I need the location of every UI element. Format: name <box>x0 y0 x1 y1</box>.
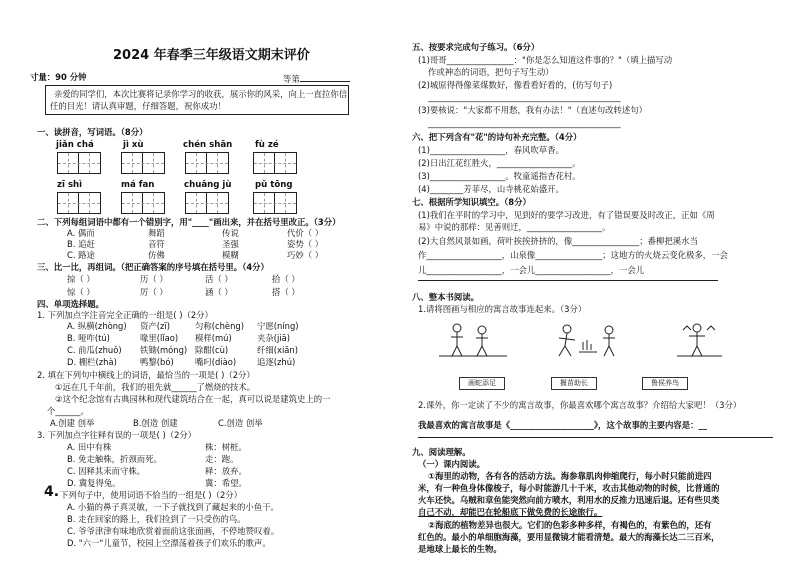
story-label-3[interactable]: 鲁侯养鸟 <box>642 377 688 390</box>
q2-row-c-3: 模糊 <box>222 250 239 260</box>
pinyin-4: fù zé <box>255 140 279 150</box>
writing-box-6[interactable] <box>121 192 165 214</box>
q9-p2-line-3: 是地球上最长的生物。 <box>418 544 502 554</box>
fable-illustrations <box>437 320 737 362</box>
q4-s3-d: D. 冀复得兔。 <box>67 478 121 488</box>
pinyin-2: jì xù <box>123 140 144 150</box>
q2-row-c-1: C. 路途 <box>67 250 95 260</box>
q4-s1-a3: 匀称(chèng) <box>195 321 244 331</box>
writing-box-8[interactable] <box>253 192 297 214</box>
q3-row-1-1: 掠（ ） <box>67 274 95 284</box>
q2-row-b-4: 姿势（ ） <box>287 239 324 249</box>
q4-s2-opt-a: A.创建 创举 <box>50 418 95 428</box>
q4-s4-number: 4. <box>44 484 60 500</box>
exam-time: 寸量：90 分钟 <box>30 72 87 82</box>
figure-scene-1 <box>439 324 507 356</box>
q7-heading: 七、根据所学知识填空。（8分） <box>412 197 531 207</box>
q4-s1-d1: D. 棚栏(zhà) <box>67 357 117 367</box>
q5-item-1: (1)哥哥________________："你是怎么知道这件事的？"（填上描写动 <box>418 55 673 65</box>
q4-s3-a: A. 田中有株 <box>67 442 112 452</box>
writing-box-7[interactable] <box>185 192 229 214</box>
pinyin-6: má fan <box>121 180 155 190</box>
q4-s1-b1: B. 哑咋(tú) <box>67 333 110 343</box>
q4-s1-d3: 嘴叼(diào) <box>195 357 237 367</box>
q9-sub-heading: （一）课内阅读。 <box>418 459 485 469</box>
writing-box-3[interactable] <box>185 152 229 174</box>
q4-s1-c3: 除酣(cù) <box>195 345 229 355</box>
pinyin-3: chén shān <box>183 140 233 150</box>
q5-item-1-note: 作或神态的词语，把句子写生动） <box>428 67 554 77</box>
q4-s1-b3: 模样(mú) <box>195 333 232 343</box>
q2-heading: 二、下列每组词语中都有一个错别字，用"____"画出来，并在括号里改正。（3分） <box>37 217 341 227</box>
q2-row-a-2: 舞蹈 <box>148 228 165 238</box>
q4-s1-d4: 追逐(zhú) <box>257 357 296 367</box>
q4-s3-d-note: 冀：希望。 <box>205 478 247 488</box>
q4-s2-opt-c: C.创造 创举 <box>218 418 263 428</box>
q1-heading: 一、读拼音，写词语。（8分） <box>37 127 148 137</box>
q2-row-a-3: 传说 <box>222 228 239 238</box>
q8-s2-stem: 2.课外，你一定读了不少的寓言故事，你最喜欢哪个寓言故事？介绍给大家吧！（3分） <box>418 400 742 410</box>
q8-s1-stem: 1.请将图画与相应的寓言故事连起来。（3分） <box>418 304 587 314</box>
q4-heading: 四、单项选择题。 <box>37 299 104 309</box>
writing-box-5[interactable] <box>57 192 101 214</box>
q4-s3-c-note: 释：放弃。 <box>205 466 247 476</box>
q4-s1-stem: 1. 下列加点字注音完全正确的一组是( )（2分） <box>37 310 213 320</box>
q5-item-2-answer[interactable]: ______________________________________________ <box>428 92 621 102</box>
writing-box-2[interactable] <box>121 152 165 174</box>
q4-s4-b: B. 走在回家的路上，我们捡到了一只受伤的鸟。 <box>67 514 246 524</box>
q4-s3-c: C. 因释其耒而守株。 <box>67 466 146 476</box>
q3-row-2-1: 惊（ ） <box>67 287 95 297</box>
q7-item-2c[interactable]: 儿__________________，一会儿__________________，一会儿 <box>418 265 645 275</box>
q4-s4-stem: 下列句子中，使用词语不恰当的一组是( )（2分） <box>60 490 243 500</box>
q4-s2-sentence-1: ①远在几千年前，我们的祖先就______了燃烧的技术。 <box>55 382 256 392</box>
q4-s4-d: D. "六一"儿童节，校园上空漂荡着孩子们欢乐的歌声。 <box>67 538 271 548</box>
q7-item-2a[interactable]: (2)大自然风景如画，荷叶挨挨挤挤的，像________________；番柳把溪水当 <box>418 236 698 246</box>
writing-box-1[interactable] <box>57 152 101 174</box>
q4-s1-b2: 喙里(lǐao) <box>140 333 179 343</box>
q4-s1-c4: 纤细(xiān) <box>257 345 299 355</box>
q9-p1-line-1: ①海里的动物，各有各的活动方法。海参靠肌肉伸缩爬行，每小时只能前进四 <box>428 471 712 481</box>
q3-row-1-3: 活（ ） <box>205 274 233 284</box>
q8-heading: 八、整本书阅读。 <box>412 292 479 302</box>
notice-line-1: 亲爱的同学们，本次比赛将记录你学习的收获，展示你的风采，向上一直拉你信 <box>54 89 348 99</box>
q8-s2-fill[interactable]: 我最喜欢的寓言故事是《____________________》，这个故事的主要内容是：__ <box>418 420 707 430</box>
q4-s4-c: C. 爷爷津津有味地欣赏着面前这张面画，不停地赞叹着。 <box>67 526 280 536</box>
q4-s4-a: A. 小猫的鼻子真灵敏，一下子就找到了藏起来的小鱼干。 <box>67 502 279 512</box>
q4-s1-c1: C. 前瓜(zhuǒ) <box>67 345 122 355</box>
q3-row-2-2: 厉（ ） <box>140 287 168 297</box>
story-label-1[interactable]: 画蛇添足 <box>459 377 505 390</box>
q9-p1-line-2: 米，有一种鱼身体像梭子，每小时能游几十千米，攻击其他动物的时候，比普通的 <box>418 483 720 493</box>
q4-s2-opt-b: B.创造 创建 <box>133 418 178 428</box>
pinyin-5: zī shì <box>57 180 83 190</box>
q4-s1-b4: 夹杂(jiā) <box>257 333 291 343</box>
notice-box <box>45 85 349 115</box>
q5-heading: 五、按要求完成句子练习。（6分） <box>412 42 540 52</box>
q5-item-3: (3)要核说："大家都不用愁，我有办法！"（直述句改转述句） <box>418 105 647 115</box>
q4-s1-a4: 宁愿(níng) <box>257 321 299 331</box>
q6-item-3[interactable]: (3)__________________。牧童遥指杏花村。 <box>418 171 581 181</box>
right-column <box>397 0 794 561</box>
q8-answer-line[interactable] <box>418 437 773 438</box>
q2-row-a-1: A. 偶而 <box>67 228 95 238</box>
q3-row-2-4: 搭（ ） <box>272 287 300 297</box>
q4-s1-a2: 资产(zī) <box>140 321 171 331</box>
q5-item-3-answer[interactable]: ______________________________________________ <box>428 118 621 128</box>
q4-s3-b: B. 免走触株，折颈而死。 <box>67 454 162 464</box>
q2-row-c-4: 巧妙（ ） <box>287 250 324 260</box>
q7-item-2b[interactable]: 作__________________，山泉像________________；这地方的火烧云变化极多，一会 <box>418 250 728 260</box>
q4-s2-stem: 2. 填在下列句中横线上的词语，最恰当的一项是( )（2分） <box>37 370 255 380</box>
pinyin-7: chuǎng jù <box>184 180 232 190</box>
q9-p2-line-2: 红色的。最小的单细胞海藻，要用显微镜才能看清楚。最大的海藻长达二三百米， <box>418 532 720 542</box>
q9-p1-line-3: 火车还快。乌贼和章鱼能突然向前方喷水，利用水的反推力迅速后退。还有些贝类 <box>418 495 720 505</box>
figure-scene-2 <box>559 325 615 356</box>
q4-s3-stem: 3. 下列加点字往释有误的一项是( )（2分） <box>37 430 197 440</box>
q7-item-1a: (1)我们在平时的学习中，见到好的要学习改进，有了错误要及时改正，正如《周 <box>418 210 715 220</box>
q4-s1-c2: 铁锄(móng) <box>140 345 188 355</box>
figure-scene-3 <box>677 324 722 356</box>
q6-heading: 六、把下列含有"花"的诗句补充完整。（4分） <box>412 132 582 142</box>
q3-heading: 三、比一比，再组词。（把正确答案的序号填在括号里。（4分） <box>37 262 269 272</box>
q4-s1-d2: 鸭黎(bó) <box>140 357 174 367</box>
q7-item-1b[interactable]: 易》中说的那样：见善则迁，__________________。 <box>418 222 611 232</box>
q3-row-1-2: 历（ ） <box>140 274 168 284</box>
q6-item-4[interactable]: (4)________芳菲尽，山寺桃花始盛开。 <box>418 184 564 194</box>
q2-row-b-3: 圣强 <box>222 239 239 249</box>
q9-p1-line-4: 自己不动，却能巴在轮船底下做免费的长途旅行。 <box>418 507 603 517</box>
q3-row-2-3: 涵（ ） <box>205 287 233 297</box>
page-title: 2024 年春季三年级语文期末评价 <box>113 48 310 63</box>
q5-item-2: (2)城原得得像菜煤数好，像看看好看的，(仿写句子) <box>418 80 613 90</box>
q2-row-c-2: 仿佛 <box>148 250 165 260</box>
q4-s1-a1: A. 纵横(zhòng) <box>67 321 127 331</box>
story-label-2[interactable]: 揠苗助长 <box>551 377 597 390</box>
pinyin-8: pǔ tōng <box>255 180 293 190</box>
q9-p2-line-1: ②海底的植物差异也很大。它们的色彩多种多样，有褐色的，有紫色的，还有 <box>428 520 712 530</box>
q4-s2-sentence-2: ②这个纪念馆有古典园林和现代建筑结合在一起，真可以说是建筑史上的一 <box>55 394 331 404</box>
q4-s3-a-note: 株：树桩。 <box>205 442 247 452</box>
notice-line-2: 任的目光！请认真审题，仔细答题，祝你成功！ <box>50 101 226 111</box>
q6-item-2[interactable]: (2)日出江花红胜火，__________________。 <box>418 158 581 168</box>
q9-heading: 九、阅读理解。 <box>412 447 471 457</box>
pinyin-1: jiǎn chá <box>56 140 94 150</box>
grade-label: 等第 <box>283 72 350 85</box>
q2-row-b-2: 音符 <box>148 239 165 249</box>
q2-row-a-4: 代价（ ） <box>287 228 324 238</box>
q4-s2-sentence-3: 个______。 <box>47 406 89 416</box>
q7-answer-line[interactable] <box>418 280 718 281</box>
q2-row-b-1: B. 追赶 <box>67 239 95 249</box>
q4-s3-b-note: 走：跑。 <box>205 454 239 464</box>
q3-row-1-4: 拾（ ） <box>272 274 300 284</box>
writing-box-4[interactable] <box>253 152 297 174</box>
q6-item-1[interactable]: (1)__________________，春风吹草香。 <box>418 145 564 155</box>
